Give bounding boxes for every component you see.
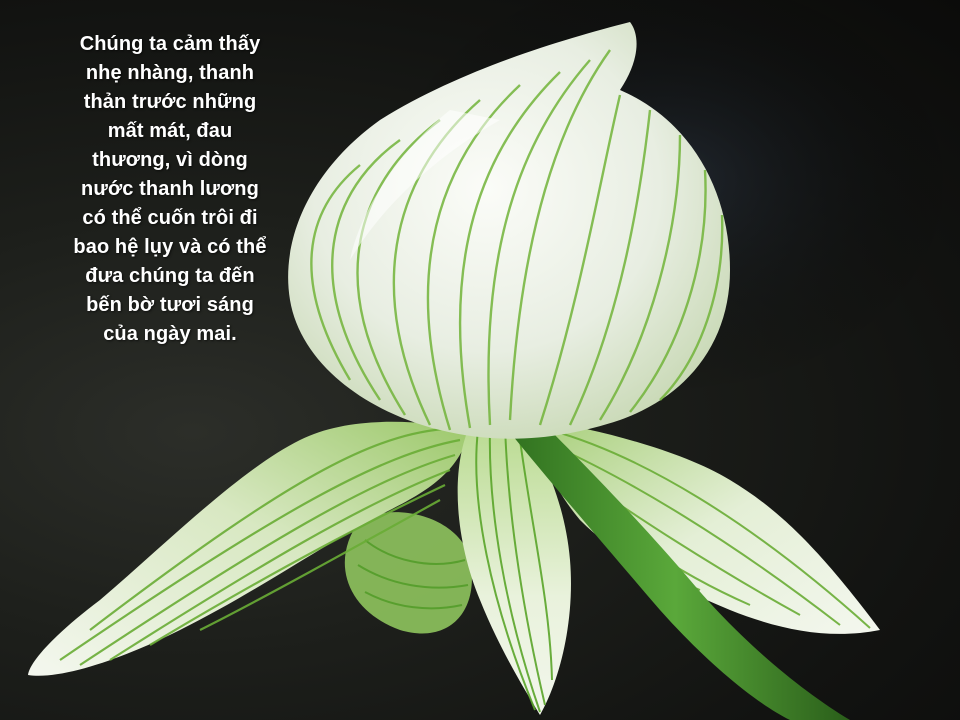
caption-line: có thể cuốn trôi đi (82, 207, 258, 229)
caption-line: thản trước những (83, 91, 257, 113)
caption-line: bến bờ tươi sáng (86, 294, 254, 316)
caption-line: bao hệ lụy và có thể (73, 236, 267, 258)
caption-line: mất mát, đau (107, 120, 233, 142)
caption-line: thương, vì dòng (92, 149, 248, 171)
caption-line: đưa chúng ta đến (85, 265, 255, 287)
caption-line: Chúng ta cảm thấy (79, 33, 261, 55)
caption-line: nước thanh lương (81, 178, 259, 200)
caption-line: nhẹ nhàng, thanh (85, 62, 255, 84)
caption-line: của ngày mai. (103, 323, 237, 345)
caption-text (52, 30, 288, 349)
